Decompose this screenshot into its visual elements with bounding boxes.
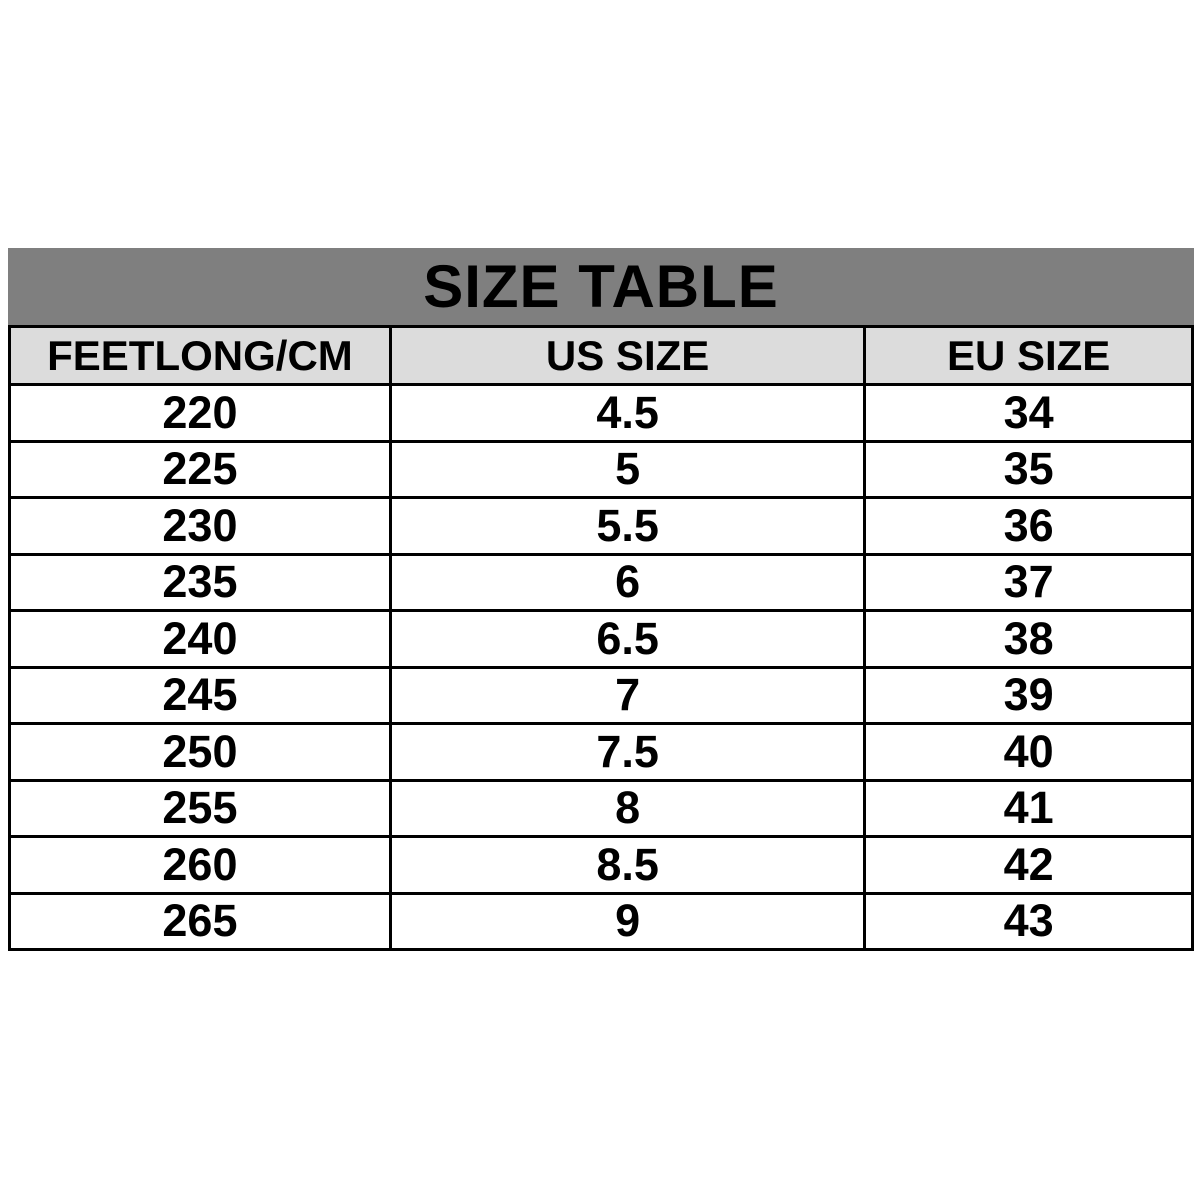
cell-feetlong-cm: 265 [10,893,391,950]
table-row [10,667,1193,724]
cell-feetlong-cm: 260 [10,837,391,894]
cell-us-size: 6 [390,554,864,611]
column-header-eu-size: EU SIZE [865,327,1193,385]
table-row [10,554,1193,611]
table-row [10,893,1193,950]
size-table-title: SIZE TABLE [8,248,1194,325]
table-row [10,611,1193,668]
cell-eu-size: 37 [865,554,1193,611]
cell-us-size: 7 [390,667,864,724]
cell-feetlong-cm: 220 [10,385,391,442]
table-row [10,385,1193,442]
cell-us-size: 7.5 [390,724,864,781]
size-chart [8,248,1194,951]
cell-eu-size: 36 [865,498,1193,555]
table-row [10,837,1193,894]
table-row [10,780,1193,837]
cell-eu-size: 38 [865,611,1193,668]
cell-feetlong-cm: 250 [10,724,391,781]
table-row [10,498,1193,555]
cell-feetlong-cm: 240 [10,611,391,668]
cell-eu-size: 40 [865,724,1193,781]
column-header-us-size: US SIZE [390,327,864,385]
cell-eu-size: 35 [865,441,1193,498]
header-row [10,327,1193,385]
cell-us-size: 5.5 [390,498,864,555]
table-row [10,441,1193,498]
cell-feetlong-cm: 255 [10,780,391,837]
cell-us-size: 8 [390,780,864,837]
cell-us-size: 4.5 [390,385,864,442]
cell-feetlong-cm: 235 [10,554,391,611]
cell-eu-size: 34 [865,385,1193,442]
cell-eu-size: 42 [865,837,1193,894]
cell-eu-size: 39 [865,667,1193,724]
cell-feetlong-cm: 225 [10,441,391,498]
cell-us-size: 5 [390,441,864,498]
table-row [10,724,1193,781]
cell-eu-size: 41 [865,780,1193,837]
column-header-feetlong-cm: FEETLONG/CM [10,327,391,385]
cell-us-size: 6.5 [390,611,864,668]
cell-eu-size: 43 [865,893,1193,950]
size-table [8,325,1194,951]
cell-us-size: 8.5 [390,837,864,894]
cell-us-size: 9 [390,893,864,950]
cell-feetlong-cm: 230 [10,498,391,555]
cell-feetlong-cm: 245 [10,667,391,724]
